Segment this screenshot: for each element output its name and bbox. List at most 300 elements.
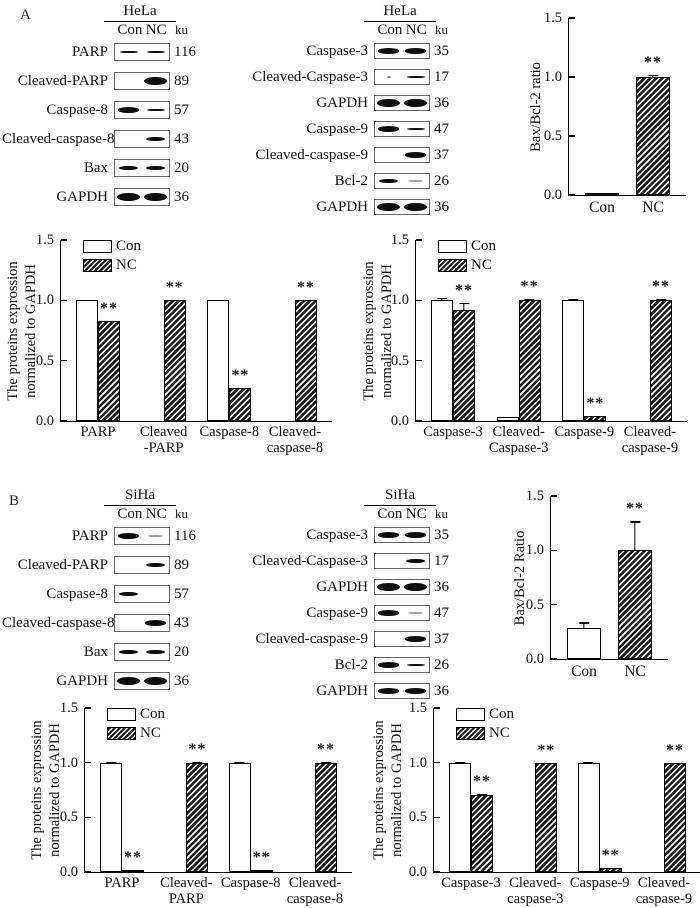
blot-lane-box — [374, 147, 430, 163]
bar-group — [487, 240, 551, 421]
protein-label: GAPDH — [316, 682, 368, 699]
protein-band — [117, 193, 140, 201]
bar-con — [100, 763, 122, 872]
chart-legend — [107, 706, 165, 742]
molecular-weight: 116 — [174, 43, 196, 60]
protein-band — [147, 109, 165, 112]
x-category-line: caspase-8 — [266, 439, 324, 456]
blot-lane — [142, 650, 169, 655]
y-axis-label-line: Bax/Bcl-2 ratio — [527, 62, 544, 152]
bar-group — [614, 496, 656, 659]
x-category-label — [132, 425, 196, 457]
protein-band — [405, 688, 426, 694]
protein-band — [144, 193, 167, 201]
y-tick-label: 1.0 — [390, 292, 409, 309]
x-category-line: Caspase-3 — [423, 424, 483, 440]
y-tick-label: 0.0 — [59, 864, 78, 880]
legend-swatch-con — [438, 240, 467, 253]
protein-band — [408, 180, 423, 182]
blot-lane — [115, 51, 142, 54]
protein-label: Cleaved-PARP — [17, 556, 108, 573]
chart-siha-bax-bcl2-ratio — [470, 482, 700, 700]
y-tick-label: 1.0 — [525, 542, 544, 559]
y-tick-label: 1.0 — [59, 754, 78, 771]
y-tick-label: 0.5 — [408, 809, 427, 826]
cell-line-label: HeLa — [104, 3, 176, 22]
x-axis-categories — [61, 425, 332, 457]
protein-label: Bcl-2 — [334, 656, 368, 673]
bar-group — [581, 18, 623, 195]
blot-lane — [402, 203, 429, 211]
x-category-label — [487, 425, 551, 457]
plot-area — [35, 232, 332, 456]
protein-label: PARP — [71, 527, 108, 544]
protein-label: Caspase-8 — [46, 585, 108, 602]
chart-siha-caspase3-caspase9-expression — [352, 700, 700, 908]
molecular-weight: 35 — [434, 526, 449, 543]
y-tick-label: 0.5 — [35, 352, 54, 369]
protein-band — [377, 583, 400, 591]
protein-label: Cleaved-caspase-9 — [255, 630, 368, 647]
y-tick-label: 1.0 — [35, 292, 54, 309]
x-category-label — [614, 663, 656, 680]
blot-lane-header — [2, 22, 196, 40]
bar-group — [632, 708, 696, 872]
molecular-weight: 36 — [434, 578, 449, 595]
lane-label: Con — [117, 22, 143, 38]
significance-marker: ** — [231, 367, 250, 385]
blot-lane — [402, 532, 429, 538]
x-category-label — [552, 425, 616, 457]
blot-lane-box — [374, 199, 430, 215]
legend-swatch-con — [456, 708, 485, 721]
blot-lane — [115, 592, 142, 597]
protein-label: Caspase-9 — [306, 604, 368, 621]
protein-band — [405, 48, 426, 54]
significance-marker: ** — [644, 53, 662, 71]
x-category-label — [563, 663, 605, 680]
blot-lane — [375, 76, 402, 78]
blot-lane-box — [114, 188, 170, 206]
y-tick-label: 0.0 — [408, 864, 427, 880]
x-category-line: caspase-8 — [286, 890, 344, 907]
protein-band — [407, 128, 425, 131]
y-axis-title — [4, 261, 40, 400]
bar-nc — [584, 395, 606, 421]
blot-row — [240, 121, 449, 137]
bar-group — [197, 240, 261, 421]
protein-band — [146, 650, 165, 655]
chart-hela-parp-caspase8-expression — [0, 232, 350, 468]
blot-lane — [375, 99, 402, 107]
y-axis-title — [28, 720, 64, 859]
lane-label: Con — [377, 22, 403, 38]
x-category-label — [618, 425, 682, 457]
protein-band — [379, 179, 398, 184]
blot-title — [240, 486, 449, 505]
blot-lane-box — [374, 657, 430, 673]
y-axis-label-line: normalized to GAPDH — [379, 264, 395, 398]
blot-row — [240, 147, 449, 163]
significance-marker: ** — [473, 773, 491, 791]
molecular-weight: 20 — [174, 159, 189, 176]
bar-nc — [618, 500, 652, 659]
blot-lane — [375, 610, 402, 616]
protein-label: Bax — [83, 159, 108, 176]
x-category-line: Con — [571, 663, 597, 680]
legend-item-nc — [438, 257, 496, 274]
bar-group — [283, 708, 347, 872]
protein-band — [144, 677, 167, 685]
protein-band — [378, 610, 399, 616]
bar-nc — [600, 846, 622, 872]
plot-area — [408, 700, 700, 907]
bar-nc — [251, 849, 273, 872]
blot-lane — [402, 152, 429, 158]
y-tick-label: 1.5 — [35, 232, 54, 248]
x-category-label — [197, 425, 261, 457]
protein-label: GAPDH — [316, 198, 368, 215]
legend-item-con — [83, 238, 141, 255]
x-category-label — [421, 425, 485, 457]
error-bar — [325, 763, 326, 764]
blot-lane — [142, 51, 169, 54]
protein-band — [378, 48, 399, 54]
blot-lane — [402, 99, 429, 107]
error-bar — [660, 300, 661, 301]
legend-swatch-nc — [456, 727, 485, 740]
y-axis-label-line: Bax/Bcl-2 Ratio — [511, 530, 528, 626]
blot-lane — [142, 535, 169, 537]
blot-lane-box — [114, 72, 170, 90]
x-category-line: caspase-3 — [507, 890, 564, 907]
y-tick-label: 0.0 — [390, 413, 409, 429]
significance-marker: ** — [188, 740, 207, 758]
legend-item-con — [107, 706, 165, 723]
molecular-weight: 36 — [174, 672, 189, 689]
error-bar — [573, 300, 574, 301]
legend-label: NC — [116, 257, 137, 273]
blot-title — [240, 2, 449, 21]
blot-lane-box — [374, 553, 430, 569]
bar-con — [207, 300, 229, 421]
blot-lane — [142, 620, 169, 626]
bar-group — [263, 240, 327, 421]
blot-lane — [115, 166, 142, 171]
significance-marker: ** — [665, 741, 684, 759]
x-category-line: Con — [589, 199, 615, 216]
x-category-line: caspase-9 — [635, 890, 693, 907]
x-axis-categories — [434, 876, 700, 908]
legend-swatch-nc — [438, 259, 467, 272]
molecular-weight: 57 — [174, 585, 189, 602]
blot-lane — [142, 137, 169, 142]
y-axis-title — [370, 720, 406, 859]
protein-label: Cleaved-caspase-8 — [2, 130, 115, 147]
protein-band — [377, 203, 400, 211]
protein-band — [378, 532, 399, 538]
lane-label: NC — [145, 22, 167, 38]
chart-legend — [438, 238, 496, 274]
y-tick-label: 1.5 — [543, 10, 562, 26]
significance-marker: ** — [537, 741, 556, 759]
blot-row — [240, 631, 449, 647]
chart-legend — [83, 238, 141, 274]
protein-band — [147, 51, 165, 54]
blot-lane — [375, 126, 402, 132]
protein-label: Cleaved-caspase-9 — [255, 146, 368, 163]
protein-label: Caspase-3 — [306, 42, 368, 59]
protein-band — [404, 203, 427, 211]
x-category-line: Cleaved- — [268, 424, 322, 440]
y-tick-label: 1.0 — [543, 69, 562, 85]
x-category-line: Caspase-8 — [199, 424, 260, 440]
blot-lane-box — [114, 585, 170, 603]
panel-b-letter: B — [9, 493, 20, 509]
significance-marker: ** — [601, 846, 620, 864]
x-category-line: Cleaved- — [160, 875, 213, 891]
blot-lane-box — [114, 159, 170, 177]
bar-group — [563, 496, 605, 659]
y-tick-label: 0.0 — [543, 187, 562, 203]
significance-marker: ** — [316, 740, 335, 758]
blot-lane — [375, 203, 402, 211]
blot-row — [240, 69, 449, 85]
y-tick-label: 0.0 — [35, 413, 54, 429]
y-tick-label: 0.0 — [525, 651, 544, 667]
bar-nc — [315, 740, 337, 872]
protein-band — [146, 563, 165, 568]
blot-lane — [115, 677, 142, 685]
plot-area — [59, 700, 352, 907]
molecular-weight: 36 — [434, 94, 449, 111]
lane-label: NC — [405, 22, 427, 38]
error-bar — [197, 763, 198, 764]
legend-label: NC — [489, 725, 510, 741]
molecular-weight: 37 — [434, 630, 449, 647]
protein-band — [148, 535, 163, 537]
x-category-label — [632, 199, 674, 216]
bar-group — [568, 708, 632, 872]
bar-group — [132, 240, 196, 421]
y-axis-label-line: The proteins exprossion — [28, 720, 45, 860]
lane-labels — [114, 22, 170, 39]
mw-unit-label: ku — [175, 506, 188, 521]
y-axis-label-line: The proteins exprossion — [360, 261, 377, 401]
blot-row — [240, 683, 449, 699]
legend-item-nc — [107, 725, 165, 742]
molecular-weight: 35 — [434, 42, 449, 59]
error-bar — [583, 623, 584, 628]
blot-row — [2, 527, 196, 545]
x-axis-categories — [416, 425, 687, 457]
x-category-label — [263, 425, 327, 457]
chart-hela-bax-bcl2-ratio — [470, 8, 700, 232]
lane-labels — [114, 506, 170, 523]
bar-con — [567, 628, 601, 660]
blot-lane — [142, 77, 169, 85]
protein-band — [119, 166, 138, 171]
protein-band — [406, 559, 425, 564]
x-category-line: Cleaved- — [637, 875, 691, 891]
y-axis-title — [360, 261, 396, 400]
protein-label: PARP — [71, 43, 108, 60]
molecular-weight: 37 — [434, 146, 449, 163]
protein-band — [145, 620, 166, 626]
blot-row — [240, 199, 449, 215]
blot-lane-header — [2, 506, 196, 524]
blot-lane — [402, 76, 429, 79]
legend-swatch-con — [107, 708, 136, 721]
y-tick-label: 0.5 — [390, 352, 409, 369]
blot-lane-box — [374, 95, 430, 111]
protein-band — [378, 662, 399, 668]
protein-label: Bcl-2 — [334, 172, 368, 189]
molecular-weight: 116 — [174, 527, 196, 544]
protein-label: Cleaved-PARP — [17, 72, 108, 89]
bar-nc — [453, 281, 475, 421]
x-category-line: NC — [624, 663, 646, 680]
x-category-line: Caspase-9 — [554, 424, 615, 440]
blot-row — [2, 643, 196, 661]
blot-lane-box — [114, 672, 170, 690]
molecular-weight: 36 — [174, 188, 189, 205]
y-tick-label: 1.0 — [408, 754, 427, 771]
molecular-weight: 17 — [434, 552, 449, 569]
blot-lane — [402, 128, 429, 131]
bar-nc — [636, 53, 670, 195]
molecular-weight: 36 — [434, 682, 449, 699]
bar-groups — [551, 496, 668, 659]
blot-row — [2, 72, 196, 90]
blot-lane — [375, 48, 402, 54]
x-category-label — [283, 876, 347, 908]
x-category-label — [90, 876, 154, 908]
protein-band — [405, 532, 426, 538]
protein-band — [119, 650, 138, 655]
legend-label: Con — [140, 706, 166, 722]
x-category-line: -PARP — [143, 439, 184, 456]
blot-row — [2, 101, 196, 119]
protein-band — [405, 152, 426, 158]
x-category-line: caspase-9 — [621, 439, 679, 456]
blot-lane — [375, 688, 402, 694]
x-category-label — [503, 876, 567, 908]
legend-item-nc — [456, 725, 514, 742]
y-tick-label: 1.5 — [525, 488, 544, 504]
x-category-line: NC — [642, 199, 664, 216]
significance-marker: ** — [100, 299, 118, 317]
blot-lane — [115, 650, 142, 655]
significance-marker: ** — [165, 279, 184, 297]
protein-band — [118, 107, 139, 113]
blot-row — [240, 657, 449, 673]
blot-row — [2, 188, 196, 206]
blot-row — [2, 556, 196, 574]
molecular-weight: 26 — [434, 656, 449, 673]
blot-lane — [402, 180, 429, 182]
bar-nc — [535, 741, 557, 872]
significance-marker: ** — [296, 279, 315, 297]
mw-unit-label: ku — [435, 506, 448, 521]
bar-nc — [664, 741, 686, 872]
blot-lane — [142, 677, 169, 685]
blot-lane-box — [114, 643, 170, 661]
protein-band — [378, 126, 399, 132]
blot-lane-box — [374, 121, 430, 137]
x-category-label — [632, 876, 696, 908]
protein-band — [407, 664, 425, 667]
protein-label: Cleaved-Caspase-3 — [252, 68, 368, 85]
protein-label: Caspase-9 — [306, 120, 368, 137]
blot-lane-box — [374, 69, 430, 85]
legend-swatch-con — [83, 240, 112, 253]
blot-lane-header — [240, 22, 449, 40]
blot-lane — [402, 48, 429, 54]
molecular-weight: 43 — [174, 130, 189, 147]
x-category-label — [154, 876, 218, 908]
legend-item-nc — [83, 257, 141, 274]
significance-marker: ** — [252, 849, 271, 866]
blot-row — [2, 43, 196, 61]
blot-row — [2, 614, 196, 632]
molecular-weight: 89 — [174, 72, 189, 89]
x-category-line: PARP — [104, 875, 140, 891]
blot-lane — [402, 559, 429, 564]
bar-group — [552, 240, 616, 421]
error-bar — [652, 76, 653, 78]
blot-lane-box — [374, 605, 430, 621]
protein-band — [378, 688, 399, 694]
protein-band — [404, 583, 427, 591]
blot-row — [240, 553, 449, 569]
protein-label: Cleaved-caspase-8 — [2, 614, 115, 631]
error-bar — [634, 522, 635, 551]
error-bar — [239, 763, 240, 764]
panel-a-letter: A — [20, 7, 31, 23]
molecular-weight: 36 — [434, 198, 449, 215]
x-category-label — [568, 876, 632, 908]
legend-label: NC — [471, 257, 492, 273]
x-category-label — [66, 425, 130, 457]
blot-lane-box — [374, 631, 430, 647]
protein-label: GAPDH — [56, 672, 108, 689]
blot-lane — [402, 664, 429, 667]
protein-band — [404, 99, 427, 107]
x-category-line: Cleaved- — [509, 875, 562, 891]
blot-lane — [142, 563, 169, 568]
x-category-line: Cleaved- — [623, 424, 677, 440]
error-bar — [110, 763, 111, 764]
blot-lane-box — [114, 43, 170, 61]
significance-marker: ** — [586, 395, 605, 413]
blot-lane — [402, 583, 429, 591]
bar-nc — [471, 773, 493, 872]
blot-lane-box — [374, 683, 430, 699]
blot-row — [240, 95, 449, 111]
protein-band — [387, 76, 391, 78]
mw-unit-label: ku — [435, 22, 448, 37]
blot-lane — [375, 583, 402, 591]
legend-label: NC — [140, 725, 161, 741]
legend-item-con — [438, 238, 496, 255]
protein-band — [405, 636, 426, 642]
blot-title — [2, 486, 196, 505]
legend-swatch-nc — [83, 259, 112, 272]
lane-label: NC — [405, 506, 427, 522]
blot-lane-header — [240, 506, 449, 524]
western-blot-siha-parp-set — [2, 486, 196, 701]
